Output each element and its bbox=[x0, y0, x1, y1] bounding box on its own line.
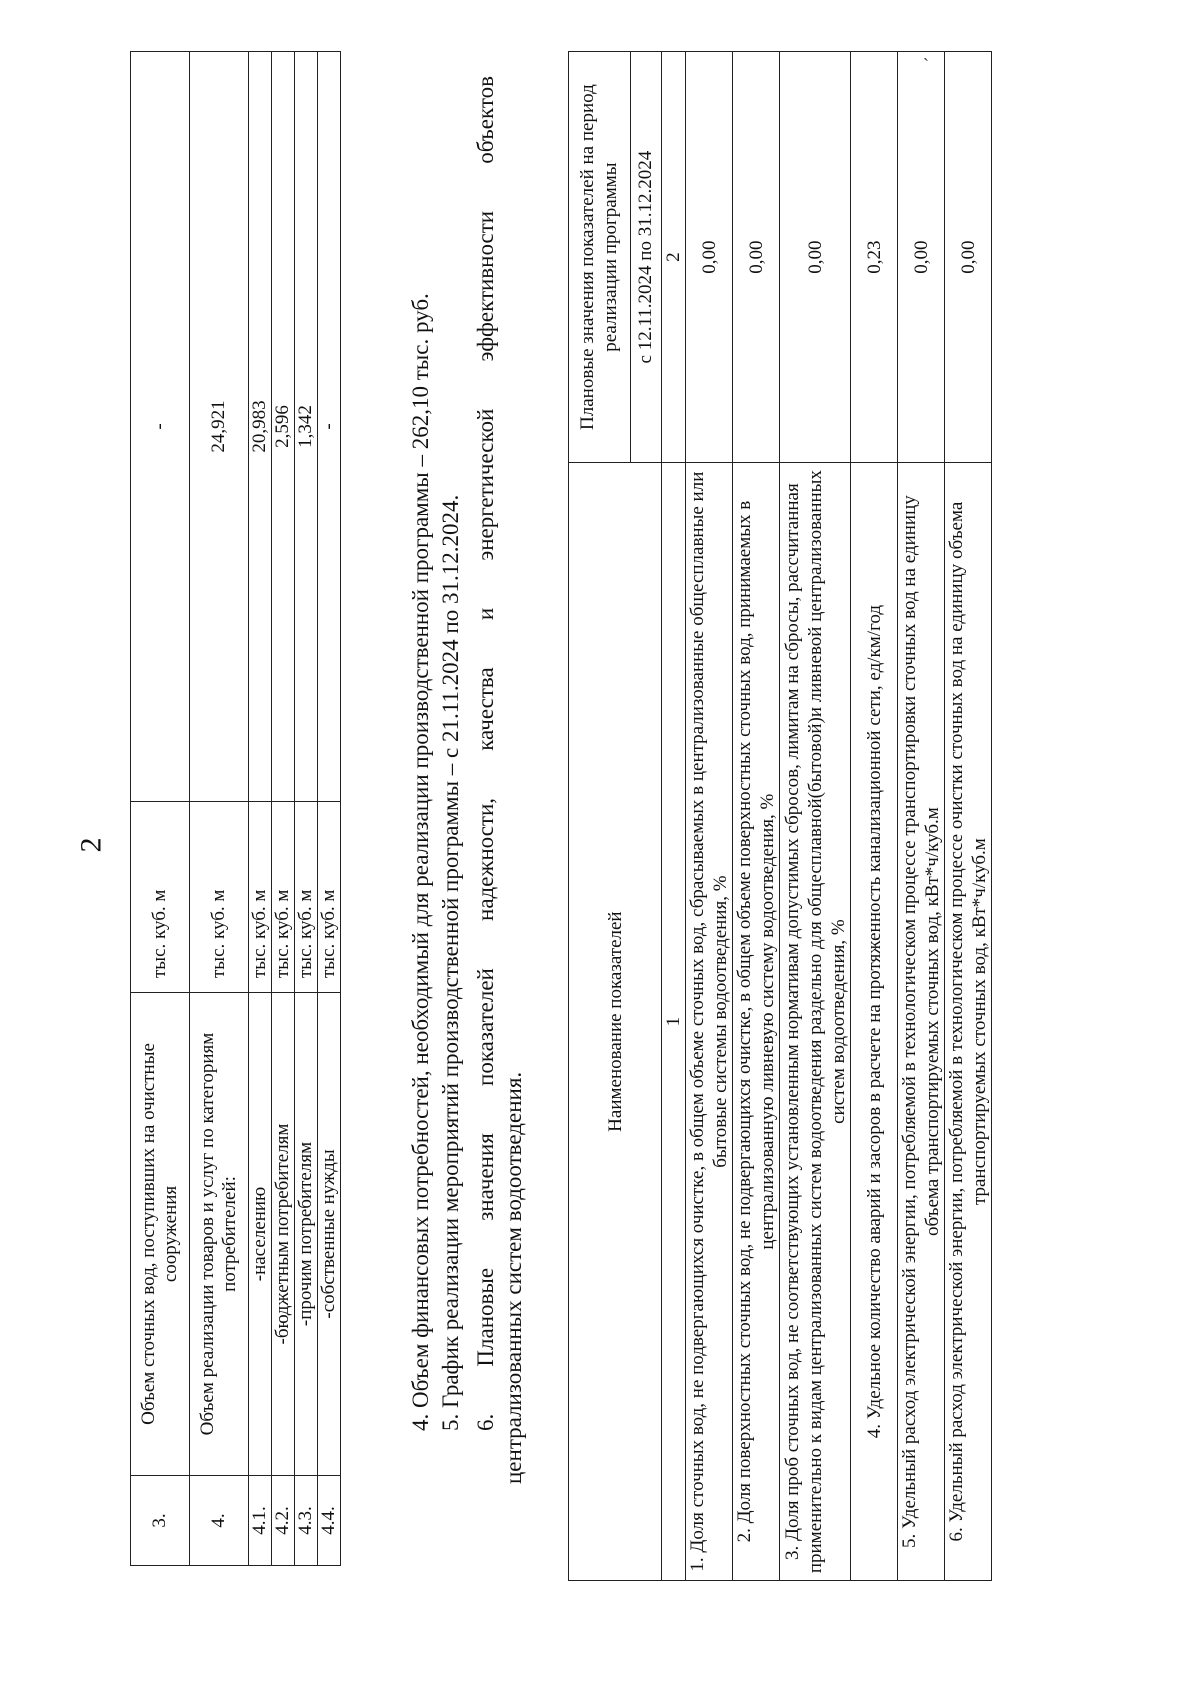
indicator-name: 1. Доля сточных вод, не подвергающихся очистке, в общем объеме сточных вод, сбрасываемых в централизованные общесплавные или бытовые системы водоотведения, % bbox=[686, 463, 733, 1581]
indicator-name: 3. Доля проб сточных вод, не соответствующих установленным нормативам допустимых сбросов, лимитам на сбросы, рассчитанная применительно к видам централизованных систем водоотведения раздельно для общесплавной(бытовой)и ливневой централизованных систем водоотведения, % bbox=[780, 463, 851, 1581]
row-number: 3. bbox=[131, 1476, 190, 1566]
paragraph-indicators: 6. Плановые значения показателей надежности, качества и энергетической эффективности объектов bbox=[473, 76, 498, 1431]
row-number: 4. bbox=[190, 1476, 249, 1566]
paragraph-schedule: 5. График реализации мероприятий производственной программы – с 21.11.2024 по 31.12.2024. bbox=[438, 494, 463, 1431]
row-value: 1,342 bbox=[295, 52, 318, 802]
column-number: 1 bbox=[662, 463, 686, 1581]
row-number: 4.1. bbox=[249, 1476, 272, 1566]
row-value: 2,596 bbox=[272, 52, 295, 802]
table-row bbox=[295, 52, 318, 1566]
header-period: с 12.11.2024 по 31.12.2024 bbox=[630, 52, 661, 463]
table-row bbox=[318, 52, 341, 1566]
page-number: 2 bbox=[74, 837, 108, 853]
table-row bbox=[272, 52, 295, 1566]
indicator-value: 0,23 bbox=[851, 52, 898, 463]
column-number: 2 bbox=[662, 52, 686, 463]
table-row bbox=[190, 52, 249, 1566]
table-row bbox=[686, 52, 733, 1581]
header-planned-values: Плановые значения показателей на период реализации программы bbox=[569, 52, 631, 463]
row-number: 4.3. bbox=[295, 1476, 318, 1566]
table-row bbox=[780, 52, 851, 1581]
row-name: -бюджетным потребителям bbox=[272, 993, 295, 1476]
scan-speck: ˏ bbox=[923, 41, 929, 61]
row-unit: тыс. куб. м bbox=[131, 802, 190, 993]
indicator-name: 2. Доля поверхностных сточных вод, не подвергающихся очистке, в общем объеме поверхностных сточных вод, принимаемых в централизованную ливневую систему водоотведения, % bbox=[733, 463, 780, 1581]
indicator-value: 0,00 bbox=[945, 52, 992, 463]
indicator-name: 6. Удельный расход электрической энергии, потребляемой в технологическом процессе очистки сточных вод на единицу объема транспортируемых сточных вод, кВт*ч/куб.м bbox=[945, 463, 992, 1581]
row-unit: тыс. куб. м bbox=[190, 802, 249, 993]
row-name: -собственные нужды bbox=[318, 993, 341, 1476]
row-number: 4.4. bbox=[318, 1476, 341, 1566]
production-volumes-table bbox=[130, 51, 341, 1566]
indicators-table bbox=[568, 51, 992, 1581]
table-header-row bbox=[569, 52, 631, 1581]
paragraph-indicators-continued: централизованных систем водоотведения. bbox=[501, 1071, 526, 1484]
table-row bbox=[249, 52, 272, 1566]
header-indicator-name: Наименование показателей bbox=[569, 463, 662, 1581]
row-number: 4.2. bbox=[272, 1476, 295, 1566]
table-column-number-row bbox=[662, 52, 686, 1581]
indicator-value: 0,00 bbox=[780, 52, 851, 463]
row-name: -прочим потребителям bbox=[295, 993, 318, 1476]
row-value: - bbox=[318, 52, 341, 802]
indicator-name: 5. Удельный расход электрической энергии, потребляемой в технологическом процессе транспортировки сточных вод на единицу объема транспортируемых сточных вод, кВт*ч/куб.м bbox=[898, 463, 945, 1581]
indicator-value: 0,00 bbox=[898, 52, 945, 463]
row-unit: тыс. куб. м bbox=[249, 802, 272, 993]
row-name: Объем сточных вод, поступивших на очистные сооружения bbox=[131, 993, 190, 1476]
row-value: 24,921 bbox=[190, 52, 249, 802]
table-row bbox=[131, 52, 190, 1566]
row-name: Объем реализации товаров и услуг по категориям потребителей: bbox=[190, 993, 249, 1476]
indicator-value: 0,00 bbox=[686, 52, 733, 463]
table-row bbox=[733, 52, 780, 1581]
indicator-value: 0,00 bbox=[733, 52, 780, 463]
row-unit: тыс. куб. м bbox=[272, 802, 295, 993]
row-unit: тыс. куб. м bbox=[295, 802, 318, 993]
row-value: 20,983 bbox=[249, 52, 272, 802]
row-value: - bbox=[131, 52, 190, 802]
row-name: -населению bbox=[249, 993, 272, 1476]
table-row bbox=[851, 52, 898, 1581]
row-unit: тыс. куб. м bbox=[318, 802, 341, 993]
table-row bbox=[898, 52, 945, 1581]
indicator-name: 4. Удельное количество аварий и засоров в расчете на протяженность канализационной сети, ед/км/год bbox=[851, 463, 898, 1581]
table-row bbox=[945, 52, 992, 1581]
paragraph-financial-needs: 4. Объем финансовых потребностей, необходимый для реализации производственной программы – 262,10 тыс. руб. bbox=[408, 293, 433, 1431]
